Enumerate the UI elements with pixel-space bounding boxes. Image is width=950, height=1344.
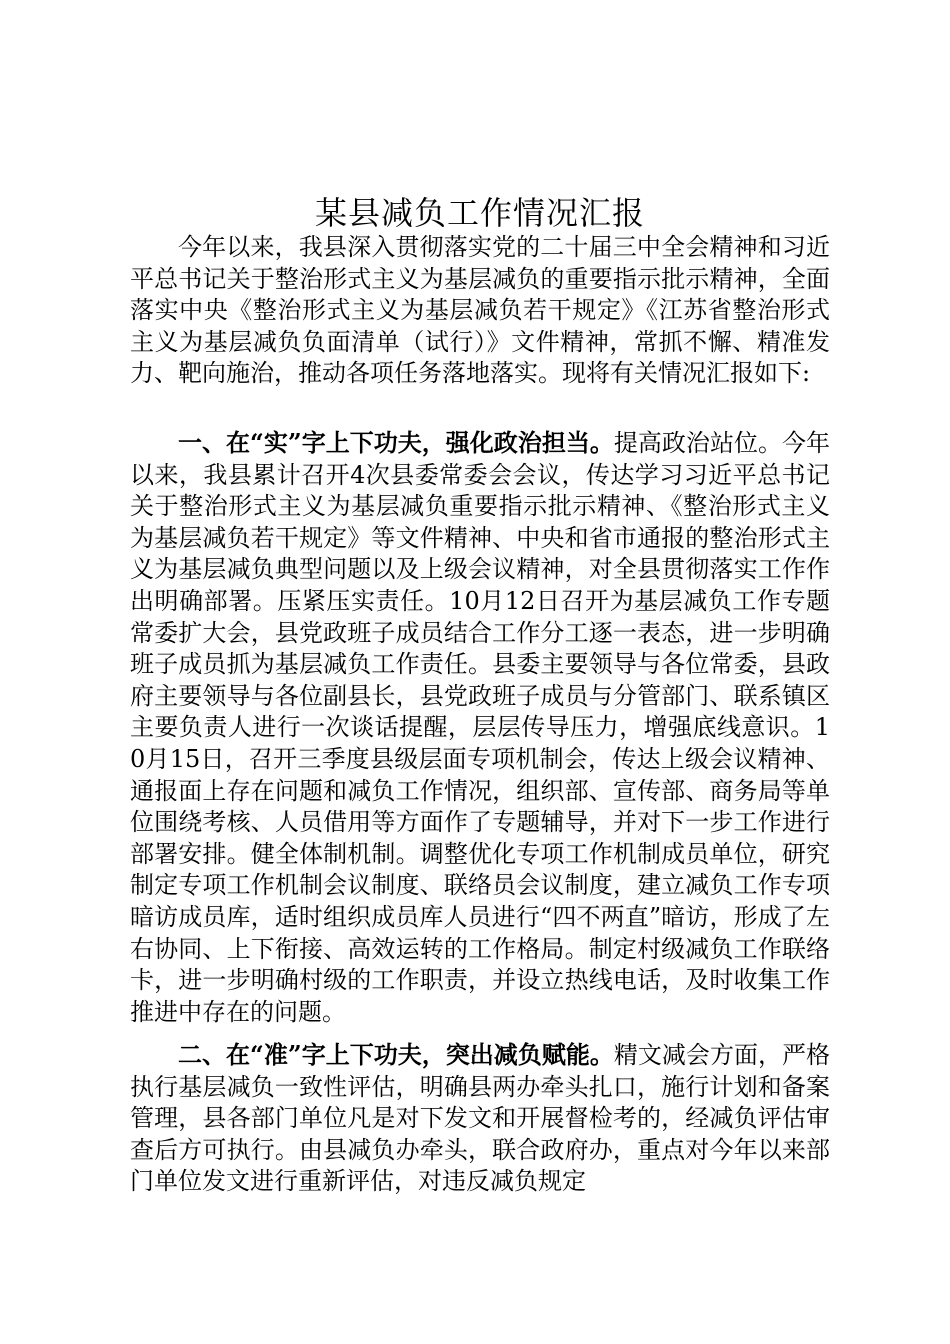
- section-2-paragraph: [130, 1039, 830, 1198]
- section-1-paragraph: [130, 427, 830, 1028]
- section-2-body: 精文减会方面，严格执行基层减负一致性评估，明确县两办牵头扎口，施行计划和备案管理，县各部门单位凡是对下发文和开展督检考的，经减负评估审查后方可执行。由县减负办牵头，联合政府办，重点对今年以来部门单位发文进行重新评估，对违反减负规定: [130, 1041, 831, 1196]
- section-1-heading: 一、在“实”字上下功夫，强化政治担当。: [178, 428, 614, 457]
- section-1-body: 提高政治站位。今年以来，我县累计召开4次县委常委会会议，传达学习习近平总书记关于整治形式主义为基层减负重要指示批示精神、《整治形式主义为基层减负若干规定》等文件精神、中央和省市通报的整治形式主义为基层减负典型问题以及上级会议精神，对全县贯彻落实工作作出明确部署。压紧压实责任。10月12日召开为基层减负工作专题常委扩大会，县党政班子成员结合工作分工逐一表态，进一步明确班子成员抓为基层减负工作责任。县委主要领导与各位常委，县政府主要领导与各位副县长，县党政班子成员与分管部门、联系镇区主要负责人进行一次谈话提醒，层层传导压力，增强底线意识。10月15日，召开三季度县级层面专项机制会，传达上级会议精神、通报面上存在问题和减负工作情况，组织部、宣传部、商务局等单位围绕考核、人员借用等方面作了专题辅导，并对下一步工作进行部署安排。健全体制机制。调整优化专项工作机制成员单位，研究制定专项工作机制会议制度、联络员会议制度，建立减负工作专项暗访成员库，适时组织成员库人员进行“四不两直”暗访，形成了左右协同、上下衔接、高效运转的工作格局。制定村级减负工作联络卡，进一步明确村级的工作职责，并设立热线电话，及时收集工作推进中存在的问题。: [130, 429, 831, 1026]
- intro-paragraph: 今年以来，我县深入贯彻落实党的二十届三中全会精神和习近平总书记关于整治形式主义为基层减负的重要指示批示精神，全面落实中央《整治形式主义为基层减负若干规定》《江苏省整治形式主义为基层减负负面清单（试行）》文件精神，常抓不懈、精准发力、靶向施治，推动各项任务落地落实。现将有关情况汇报如下:: [130, 233, 830, 388]
- section-2-heading: 二、在“准”字上下功夫，突出减负赋能。: [178, 1040, 614, 1069]
- document-title: 某县减负工作情况汇报: [314, 194, 645, 233]
